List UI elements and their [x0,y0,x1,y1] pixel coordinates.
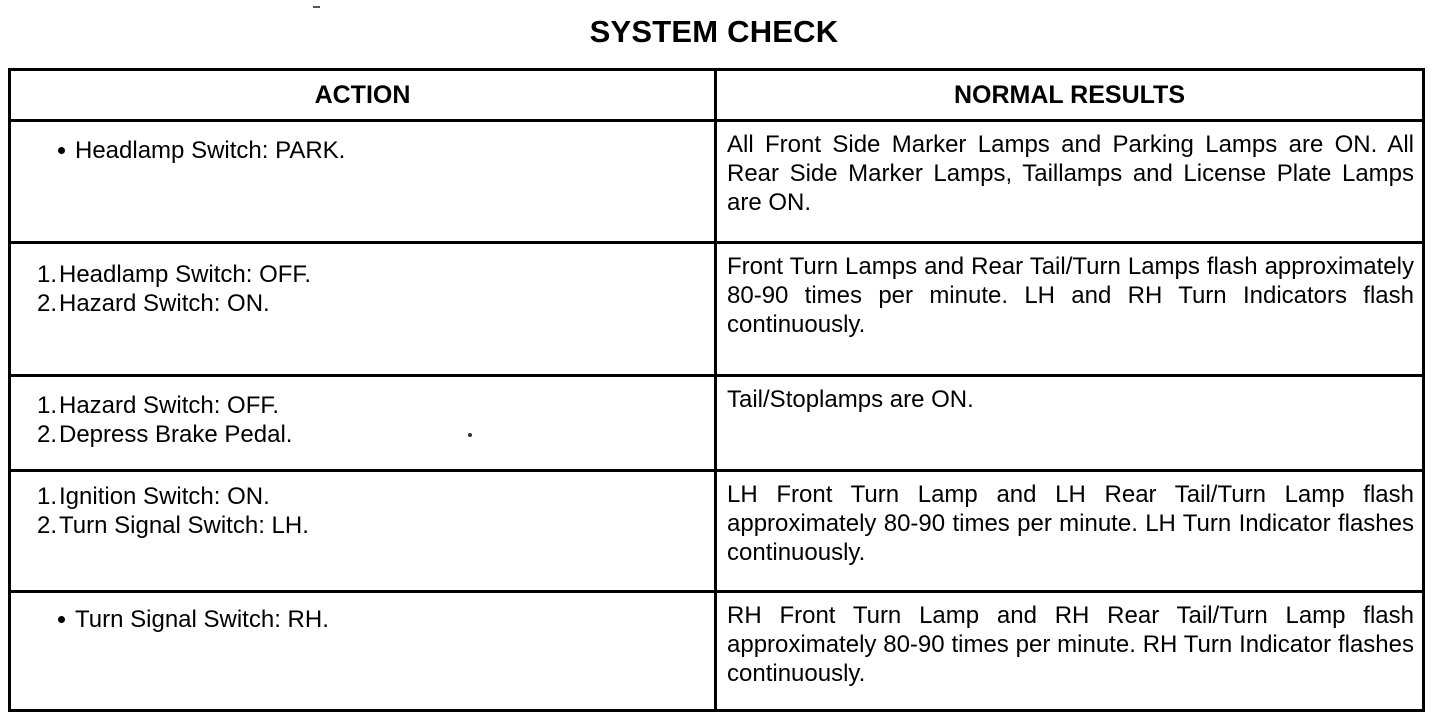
action-step-text: Ignition Switch: ON. [59,483,270,510]
stray-dot [468,433,472,437]
action-step-text: Headlamp Switch: PARK. [75,137,346,164]
result-text: All Front Side Marker Lamps and Parking Lamps are ON. All Rear Side Marker Lamps, Taillamps and License Plate Lamps are ON. [727,131,1414,216]
action-step-text: Turn Signal Switch: RH. [75,606,329,633]
action-step [11,136,714,165]
table-row [10,471,1424,592]
bullet-icon [58,616,65,623]
action-step [11,511,714,540]
results-cell [716,243,1424,376]
action-step-text: Hazard Switch: ON. [59,290,270,317]
action-step [11,605,714,634]
action-step [11,420,714,449]
action-step [11,289,714,318]
result-text: LH Front Turn Lamp and LH Rear Tail/Turn Lamp flash approximately 80-90 times per minute. LH Turn Indicator flashes continuously. [727,481,1414,566]
step-number: 1. [37,392,58,419]
step-number: 2. [37,512,58,539]
step-number: 1. [37,261,58,288]
results-cell [716,471,1424,592]
bullet-icon [58,147,65,154]
action-step [11,482,714,511]
result-text: Front Turn Lamps and Rear Tail/Turn Lamps flash approximately 80-90 times per minute. LH and RH Turn Indicators flash continuously. [727,253,1414,338]
action-cell [10,376,716,471]
table-row [10,121,1424,243]
table-row [10,592,1424,711]
step-number: 2. [37,290,58,317]
stray-mark [313,6,320,8]
result-text: RH Front Turn Lamp and RH Rear Tail/Turn Lamp flash approximately 80-90 times per minute. RH Turn Indicator flashes continuously. [727,602,1414,687]
results-cell [716,376,1424,471]
page-title: SYSTEM CHECK [589,14,839,49]
system-check-table [8,68,1425,712]
action-step-text: Headlamp Switch: OFF. [59,261,312,288]
action-cell [10,471,716,592]
results-cell [716,121,1424,243]
step-number: 1. [37,483,58,510]
table-row [10,376,1424,471]
action-step [11,391,714,420]
results-column-header: NORMAL RESULTS [716,70,1424,121]
action-step-text: Depress Brake Pedal. [59,421,293,448]
action-step-text: Turn Signal Switch: LH. [59,512,309,539]
result-text: Tail/Stoplamps are ON. [727,386,974,413]
results-cell [716,592,1424,711]
table-row [10,243,1424,376]
table-header-row [10,70,1424,121]
action-column-header: ACTION [10,70,716,121]
step-number: 2. [37,421,58,448]
action-cell [10,592,716,711]
action-cell [10,121,716,243]
action-step-text: Hazard Switch: OFF. [59,392,280,419]
action-step [11,260,714,289]
action-cell [10,243,716,376]
